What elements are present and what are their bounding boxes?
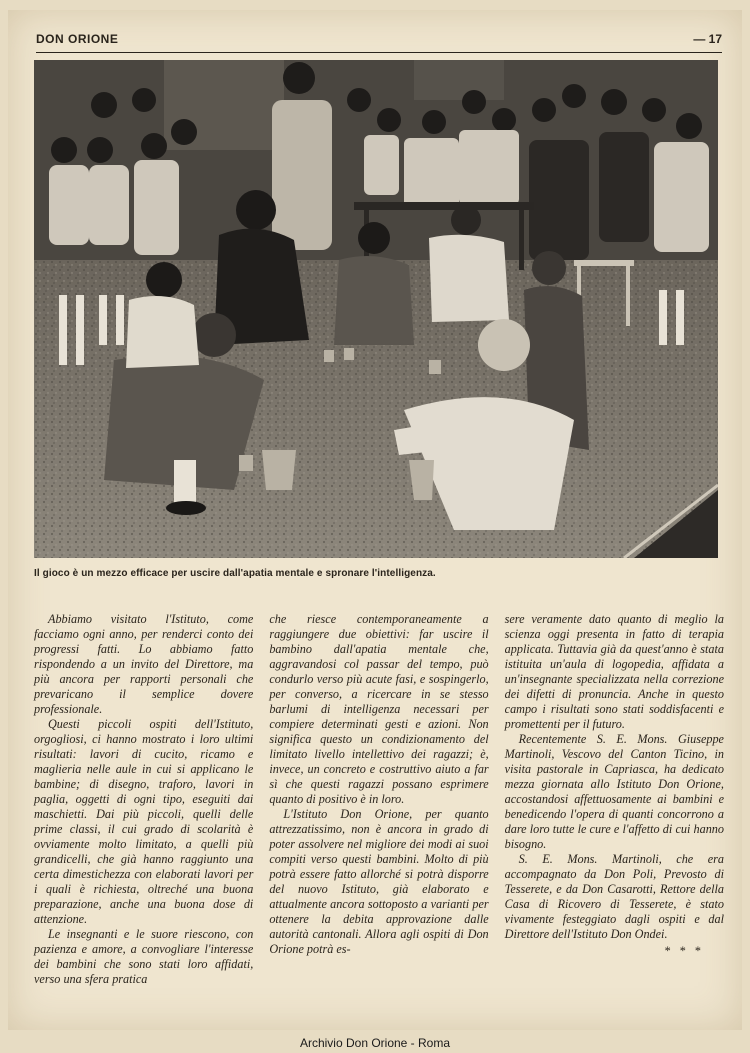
article-photo — [34, 60, 718, 558]
column-1 — [34, 612, 253, 992]
paragraph: Recentemente S. E. Mons. Giuseppe Martinoli, Vescovo del Canton Ticino, in visita pastorale in Capriasca, ha dedicato mezza giornata allo Istituto Don Orione, accostandosi affettuosamente ai bambini e benedicendo l'opera di quanti concorrono a dare loro tutte le cure e l'affetto di cui hanno bisogno. — [504, 732, 724, 851]
photo-caption: Il gioco è un mezzo efficace per uscire dall'apatia mentale e spronare l'intelligenza. — [34, 568, 436, 579]
paragraph: Questi piccoli ospiti dell'Istituto, orgogliosi, ci hanno mostrato i loro ultimi risultati: lavori di cucito, ricamo e maglieria nelle aule in cui si applicano le bambine; di disegno, traforo, lavori in paglia, oggetti di ogni tipo, eseguiti dai maschietti. Dai più piccoli, quelli delle prime classi, il cui grado di scolarità è ovviamente molto limitato, a quelli più grandicelli, che già hanno raggiunto una certa dimestichezza con elaborati lavori per i quali è richiesta, oltreché una buona preparazione, anche una buona dose di attenzione. — [34, 717, 254, 926]
paragraph: Le insegnanti e le suore riescono, con pazienza e amore, a convogliare l'interesse dei bambini che sono stati loro affidati, verso una sfera pratica — [34, 927, 254, 986]
photo-children-playing-icon — [34, 60, 718, 558]
page-number: — 17 — [693, 32, 722, 46]
column-3 — [505, 612, 724, 992]
paragraph: L'Istituto Don Orione, per quanto attrezzatissimo, non è ancora in grado di poter assolvere nel migliore dei modi ai suoi compiti verso questi bambini. Molto di più potrà essere fatto allorché si potrà disporre del nuovo Istituto, già elaborato e attualmente ancora sottoposto a varianti per ottenere la debita approvazione dalle autorità cantonali. Allora agli ospiti di Don Orione potrà es- — [269, 807, 489, 956]
column-2 — [269, 612, 488, 992]
end-mark: * * * — [664, 944, 704, 958]
archive-footer: Archivio Don Orione - Roma — [299, 1036, 451, 1050]
paragraph: S. E. Mons. Martinoli, che era accompagnato da Don Poli, Prevosto di Tesserete, e da Don Casarotti, Rettore della Casa di Ricovero di Tesserete, è stato vivamente festeggiato dagli ospiti e dal Direttore dell'Istituto Don Ondei. — [504, 852, 724, 941]
article-body — [34, 612, 724, 992]
paragraph: Abbiamo visitato l'Istituto, come facciamo ogni anno, per renderci conto dei progressi fatti. Lo abbiamo fatto rispondendo a un invito del Direttore, ma più ancora per rapporti personali che prevaricano il semplice dovere professionale. — [34, 612, 254, 716]
paragraph: che riesce contemporaneamente a raggiungere due obiettivi: far uscire il bambino dall'apatia mentale che, aggravandosi col passar del tempo, può condurlo verso più acute fasi, e sospingerlo, per converso, a ricercare in se stesso barlumi di intelligenza necessari per compiere determinati gesti e azioni. Non significa questo un condizionamento del limitato livello intellettivo dei ragazzi; è, invece, un concreto e costruttivo aiuto a far sì che questi ragazzi possano esprimere quanto di positivo è in loro. — [269, 612, 489, 806]
magazine-title: DON ORIONE — [36, 32, 119, 46]
paragraph: sere veramente dato quanto di meglio la scienza oggi presenta in fatto di terapia applicata. Tuttavia già da quest'anno è stata istituita un'aula di logopedia, affidata a un'insegnante specializzata nella correzione dei difetti di pronuncia. Anche in questo campo i risultati sono stati soddisfacenti e promettenti per il futuro. — [504, 612, 724, 731]
page-header — [36, 30, 722, 53]
